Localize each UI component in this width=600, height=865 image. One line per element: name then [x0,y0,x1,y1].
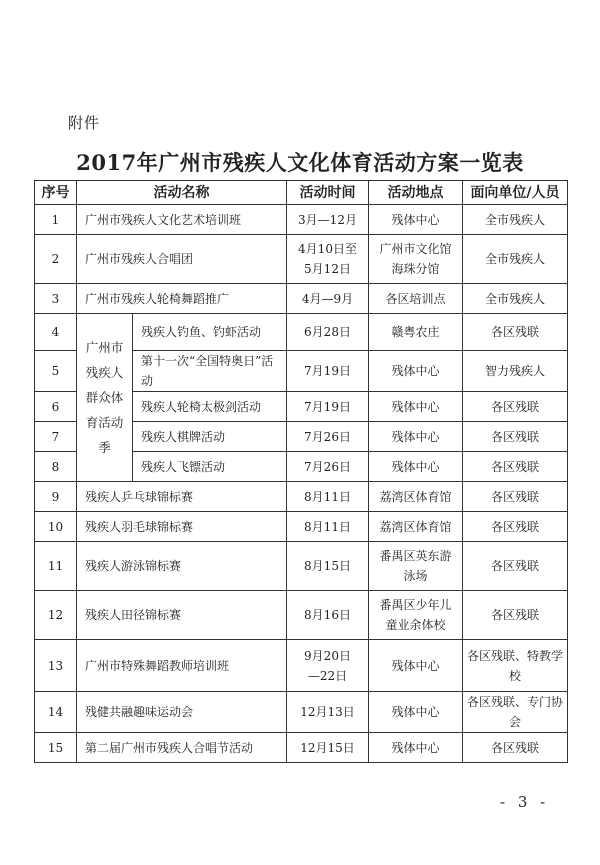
row-target: 各区残联 [463,542,568,591]
row-place: 番禺区少年儿 童业余体校 [369,591,463,640]
table-row [35,692,568,733]
header-target: 面向单位/人员 [463,181,568,205]
row-name: 残疾人游泳锦标赛 [77,542,287,591]
row-name: 残疾人乒乓球锦标赛 [77,482,287,512]
row-target: 各区残联 [463,482,568,512]
row-no: 10 [35,512,77,542]
table-row [35,640,568,692]
row-place: 荔湾区体育馆 [369,512,463,542]
row-place: 番禺区英东游 泳场 [369,542,463,591]
row-no: 2 [35,235,77,284]
row-target: 各区残联 [463,512,568,542]
row-place: 赣粤农庄 [369,314,463,351]
row-no: 8 [35,452,77,482]
row-time: 7月26日 [287,452,369,482]
table-header-row [35,181,568,205]
row-time: 8月11日 [287,482,369,512]
row-time: 12月13日 [287,692,369,733]
row-no: 3 [35,284,77,314]
row-time: 4月10日至 5月12日 [287,235,369,284]
row-no: 6 [35,392,77,422]
row-place: 残体中心 [369,640,463,692]
row-no: 12 [35,591,77,640]
header-place: 活动地点 [369,181,463,205]
header-no: 序号 [35,181,77,205]
row-place: 各区培训点 [369,284,463,314]
document-title: 2017年广州市残疾人文化体育活动方案一览表 [76,150,524,175]
row-time: 8月15日 [287,542,369,591]
group-label-cell: 广州市 残疾人 群众体 育活动 季 [77,314,133,482]
table-row [35,733,568,763]
row-place: 残体中心 [369,452,463,482]
row-no: 1 [35,205,77,235]
page-number: - 3 - [500,793,550,811]
table-row [35,205,568,235]
row-target: 各区残联 [463,422,568,452]
row-name: 残健共融趣味运动会 [77,692,287,733]
row-target: 全市残疾人 [463,205,568,235]
row-target: 全市残疾人 [463,235,568,284]
row-place: 残体中心 [369,351,463,392]
row-time: 6月28日 [287,314,369,351]
row-no: 14 [35,692,77,733]
header-name: 活动名称 [77,181,287,205]
table-row [35,512,568,542]
row-time: 7月26日 [287,422,369,452]
row-name: 残疾人羽毛球锦标赛 [77,512,287,542]
row-name: 残疾人棋牌活动 [133,422,287,452]
row-name: 广州市残疾人文化艺术培训班 [77,205,287,235]
row-name: 广州市残疾人合唱团 [77,235,287,284]
activity-table [34,180,568,763]
table-row [35,542,568,591]
row-target: 全市残疾人 [463,284,568,314]
table-row [35,235,568,284]
row-time: 7月19日 [287,351,369,392]
row-name: 广州市特殊舞蹈教师培训班 [77,640,287,692]
row-name: 残疾人钓鱼、钓虾活动 [133,314,287,351]
row-no: 4 [35,314,77,351]
row-time: 12月15日 [287,733,369,763]
row-name: 第十一次“全国特奥日”活动 [133,351,287,392]
row-target: 各区残联 [463,314,568,351]
header-time: 活动时间 [287,181,369,205]
row-place: 残体中心 [369,733,463,763]
table-row [35,591,568,640]
row-target: 各区残联 [463,452,568,482]
row-target: 各区残联 [463,733,568,763]
table-row [35,482,568,512]
row-time: 9月20日 —22日 [287,640,369,692]
row-name: 残疾人飞镖活动 [133,452,287,482]
row-target: 各区残联 [463,392,568,422]
row-no: 11 [35,542,77,591]
row-place: 残体中心 [369,692,463,733]
attachment-label: 附件 [68,114,101,132]
row-no: 13 [35,640,77,692]
table-row [35,284,568,314]
row-place: 残体中心 [369,205,463,235]
row-no: 7 [35,422,77,452]
row-place: 残体中心 [369,392,463,422]
row-time: 8月11日 [287,512,369,542]
row-target: 各区残联、专门协会 [463,692,568,733]
row-no: 15 [35,733,77,763]
row-time: 8月16日 [287,591,369,640]
row-time: 7月19日 [287,392,369,422]
row-place: 残体中心 [369,422,463,452]
row-time: 4月—9月 [287,284,369,314]
row-name: 广州市残疾人轮椅舞蹈推广 [77,284,287,314]
row-target: 智力残疾人 [463,351,568,392]
row-name: 残疾人轮椅太极剑活动 [133,392,287,422]
row-place: 广州市文化馆 海珠分馆 [369,235,463,284]
row-place: 荔湾区体育馆 [369,482,463,512]
row-no: 5 [35,351,77,392]
row-name: 第二届广州市残疾人合唱节活动 [77,733,287,763]
row-name: 残疾人田径锦标赛 [77,591,287,640]
row-target: 各区残联 [463,591,568,640]
row-no: 9 [35,482,77,512]
table-row [35,314,568,351]
row-time: 3月—12月 [287,205,369,235]
row-target: 各区残联、特教学校 [463,640,568,692]
